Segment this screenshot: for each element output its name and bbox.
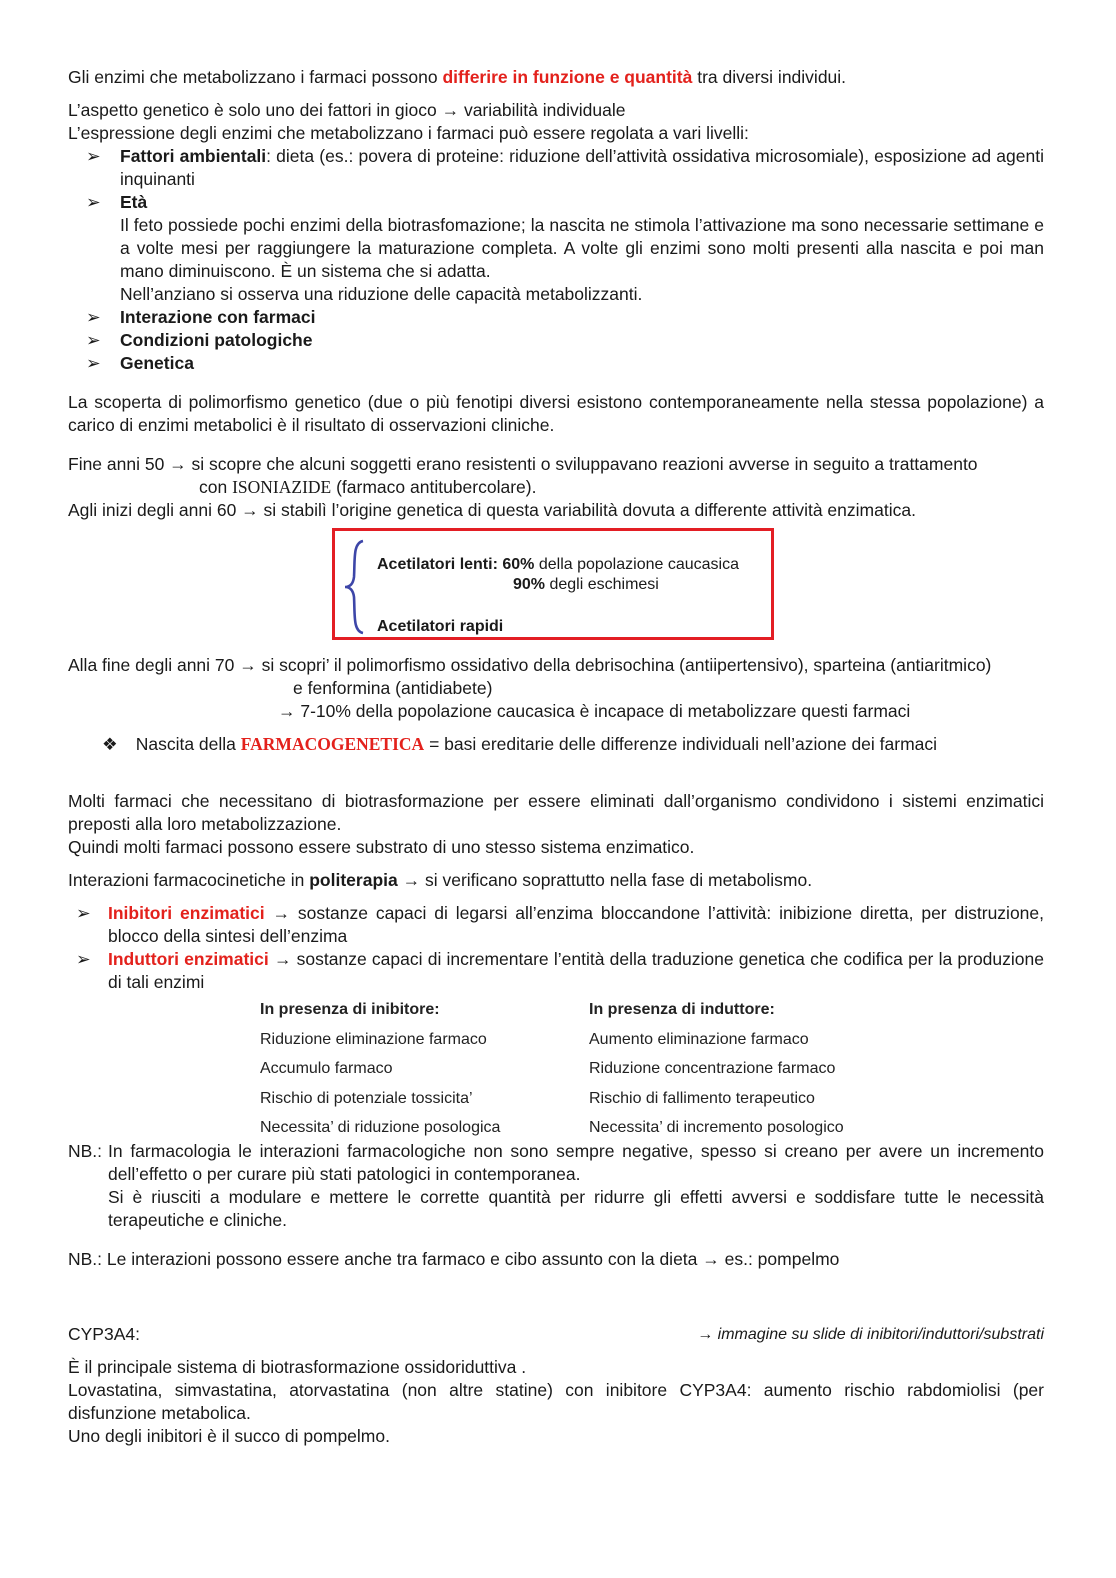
acetilatori-lenti: Acetilatori lenti: 60% della popolazione caucasica — [377, 556, 739, 573]
paragraph-pompelmo: Uno degli inibitori è il succo di pompelmo. — [68, 1426, 390, 1446]
nb-note: NB.: In farmacologia le interazioni farmacologiche non sono sempre negative, spesso si creano per avere un incremento dell’effetto o per curare più stati patologici in contemporanea. Si è riusciti a modulare e mettere le corrette quantità per ridurre gli effetti avversi e soddisfare tutte le necessità terapeutiche e cliniche. — [68, 1141, 1044, 1230]
curly-brace-icon — [343, 539, 367, 635]
paragraph-eta: Il feto possiede pochi enzimi della biotrasfomazione; la nascita ne stimola l’attivazione ma sono necessarie settimane e a volte mesi per raggiungere la maturazione completa. A volte gli enzimi sono molti presenti alla nascita e poi man mano diminuiscono. È un sistema che si adatta. — [120, 215, 1044, 281]
table-header: In presenza di inibitore: — [260, 1001, 440, 1018]
paragraph-anni-70: Alla fine degli anni 70 → si scopri’ il polimorfismo ossidativo della debrisochina (antiipertensivo), sparteina (antiaritmico) — [68, 655, 992, 675]
list-item: ➢ Induttori enzimatici → sostanze capaci di incrementare l’entità della traduzione genetica che codifica per la produzione di tali enzimi — [68, 948, 1044, 994]
highlight-text: differire in funzione e quantità — [442, 67, 693, 87]
list-item: ➢ Fattori ambientali: dieta (es.: povera di proteine: riduzione dell’attività ossidativa microsomiale), esposizione ad agenti inquinanti — [68, 145, 1044, 191]
table-header: In presenza di induttore: — [589, 1001, 775, 1018]
acetilatori-rapidi: Acetilatori rapidi — [377, 618, 504, 635]
bullet-arrow-icon: ➢ — [86, 353, 101, 373]
nb-note-food: NB.: Le interazioni possono essere anche tra farmaco e cibo assunto con la dieta → es.: pompelmo — [68, 1249, 840, 1269]
table-cell: Necessita’ di riduzione posologica — [260, 1119, 501, 1136]
paragraph-substrato: Quindi molti farmaci possono essere substrato di uno stesso sistema enzimatico. — [68, 837, 695, 857]
acetilatori-eschimesi: 90% degli eschimesi — [513, 576, 659, 593]
list-item: ➢ Condizioni patologiche — [68, 329, 1044, 352]
paragraph-statine: Lovastatina, simvastatina, atorvastatina (non altre statine) con inibitore CYP3A4: aumento rischio rabdomiolisi (per disfunzione metabolica. — [68, 1380, 1044, 1423]
document-page — [68, 66, 1044, 1448]
list-item: ➢ Interazione con farmaci — [68, 306, 1044, 329]
bullet-arrow-icon: ➢ — [76, 903, 91, 923]
table-cell: Riduzione concentrazione farmaco — [589, 1060, 836, 1077]
bullet-arrow-icon: ➢ — [86, 192, 101, 212]
bullet-arrow-icon: ➢ — [86, 330, 101, 350]
acetilatori-box — [332, 528, 774, 640]
list-item: ➢ Inibitori enzimatici → sostanze capaci di legarsi all’enzima bloccandone l’attività: inibizione diretta, per distruzione, blocco della sintesi dell’enzima — [68, 902, 1044, 948]
paragraph-intro: Gli enzimi che metabolizzano i farmaci possono differire in funzione e quantità tra diversi individui. — [68, 67, 847, 87]
cyp-heading: CYP3A4: → immagine su slide di inibitori/induttori/substrati — [68, 1324, 1044, 1344]
table-column-inibitore — [260, 998, 500, 1146]
bullet-arrow-icon: ➢ — [86, 146, 101, 166]
acetilatori-box-wrapper — [68, 528, 1044, 650]
paragraph-biotrasformazione: Molti farmaci che necessitano di biotrasformazione per essere eliminati dall’organismo condividono i sistemi enzimatici preposti alla loro metabolizzazione. — [68, 791, 1044, 834]
paragraph-farmacogenetica: ❖ Nascita della FARMACOGENETICA = basi ereditarie delle differenze individuali nell’azione dei farmaci — [102, 734, 938, 754]
bullet-arrow-icon: ➢ — [86, 307, 101, 327]
paragraph-expression: L’espressione degli enzimi che metabolizzano i farmaci può essere regolata a vari livelli: — [68, 123, 749, 143]
table-cell: Rischio di fallimento terapeutico — [589, 1089, 815, 1107]
paragraph-anni-60: Agli inizi degli anni 60 → si stabilì l’origine genetica di questa variabilità dovuta a differente attività enzimatica. — [68, 500, 916, 520]
list-item: ➢ Età — [68, 191, 1044, 214]
table-column-induttore — [589, 998, 844, 1146]
table-cell: Rischio di potenziale tossicita’ — [260, 1089, 473, 1107]
bullet-arrow-icon: ➢ — [76, 949, 91, 969]
paragraph-politerapia: Interazioni farmacocinetiche in politerapia → si verificano soprattutto nella fase di metabolismo. — [68, 870, 813, 890]
paragraph-fenformina: e fenformina (antidiabete) — [293, 678, 493, 698]
table-cell: Necessita’ di incremento posologico — [589, 1119, 844, 1136]
list-item: ➢ Genetica — [68, 352, 1044, 375]
paragraph-genetic: L’aspetto genetico è solo uno dei fattori in gioco → variabilità individuale — [68, 100, 626, 120]
table-cell: Accumulo farmaco — [260, 1060, 393, 1077]
paragraph-cyp-principale: È il principale sistema di biotrasformazione ossidoriduttiva . — [68, 1357, 527, 1377]
paragraph-anni-50: Fine anni 50 → si scopre che alcuni soggetti erano resistenti o sviluppavano reazioni avverse in seguito a trattamento — [68, 454, 978, 474]
comparison-table — [68, 998, 1044, 1136]
table-cell: Riduzione eliminazione farmaco — [260, 1030, 487, 1048]
paragraph-anziano: Nell’anziano si osserva una riduzione delle capacità metabolizzanti. — [120, 284, 643, 304]
paragraph-isoniazide: con ISONIAZIDE (farmaco antitubercolare). — [199, 477, 537, 497]
diamond-bullet-icon: ❖ — [102, 734, 118, 754]
paragraph-polimorfismo: La scoperta di polimorfismo genetico (due o più fenotipi diversi esistono contemporaneamente nella stessa popolazione) a carico di enzimi metabolici è il risultato di osservazioni cliniche. — [68, 392, 1044, 435]
table-cell: Aumento eliminazione farmaco — [589, 1030, 809, 1048]
paragraph-percentuale: → 7-10% della popolazione caucasica è incapace di metabolizzare questi farmaci — [278, 701, 911, 721]
